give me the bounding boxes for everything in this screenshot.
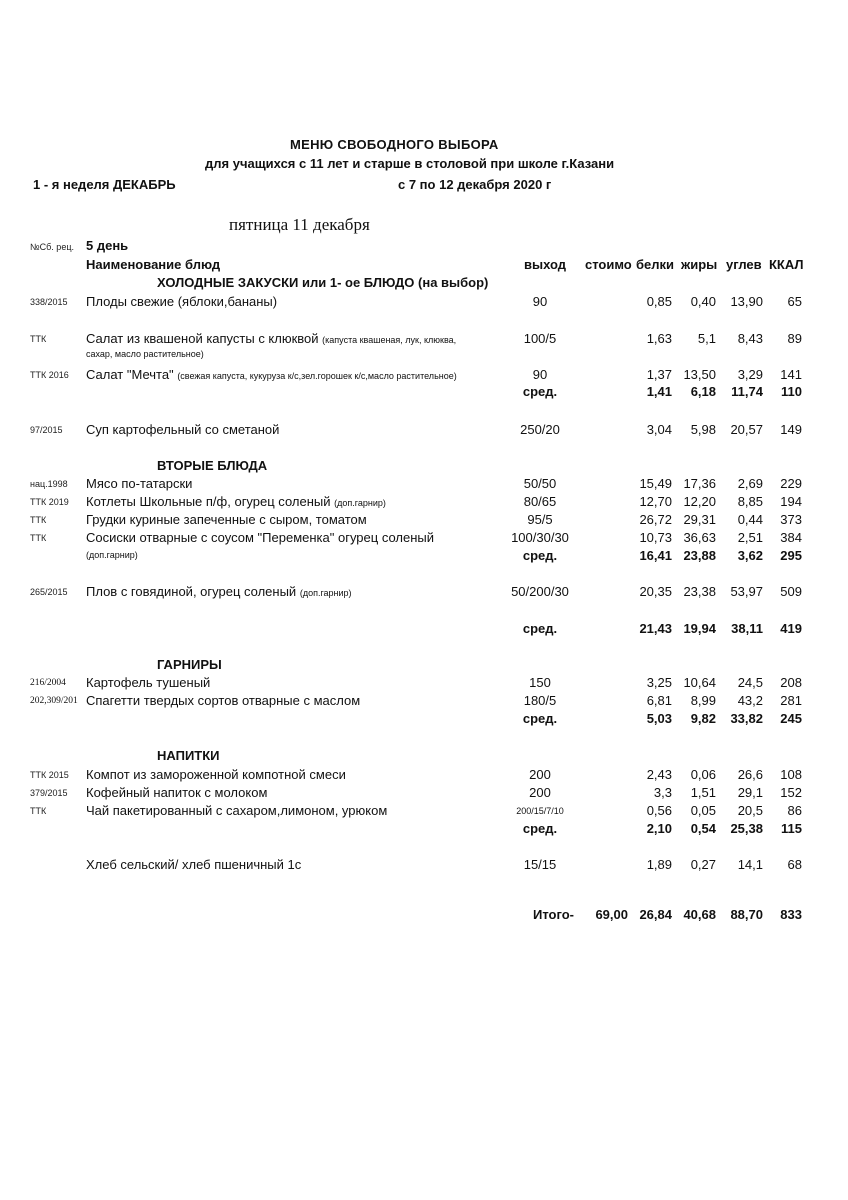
- dish-note: (свежая капуста, кукуруза к/с,зел.горошек к/с,масло растительное): [177, 371, 457, 381]
- dish-note: (доп.гарнир): [299, 588, 352, 598]
- carbs: 3,62: [737, 548, 763, 563]
- dish-name: Мясо по-татарски: [86, 476, 193, 491]
- protein: 1,63: [646, 331, 672, 346]
- table-row: [0, 803, 848, 821]
- table-row: [0, 494, 848, 512]
- fat: 0,54: [690, 821, 716, 836]
- carbs: 38,11: [731, 621, 763, 636]
- table-row: [0, 422, 848, 440]
- average-row: [0, 548, 848, 566]
- dish-name: Спагетти твердых сортов отварные с маслом: [86, 693, 361, 708]
- recipe-code: 338/2015: [30, 297, 68, 307]
- recipe-code: ТТК 2019: [30, 497, 69, 507]
- output: 90: [532, 367, 548, 382]
- fat: 5,1: [697, 331, 716, 346]
- kcal: 208: [780, 675, 802, 690]
- output: 100/5: [523, 331, 557, 346]
- col-protein: белки: [636, 257, 675, 272]
- dish-name: Котлеты Школьные п/ф, огурец соленый: [86, 494, 331, 509]
- carbs: 29,1: [737, 785, 763, 800]
- carbs: 33,82: [730, 711, 763, 726]
- table-row: [0, 512, 848, 530]
- protein: 0,56: [646, 803, 672, 818]
- col-fat: жиры: [681, 257, 718, 272]
- dish-name: Кофейный напиток с молоком: [86, 785, 268, 800]
- recipe-code: ТТК: [30, 334, 47, 344]
- carbs: 20,57: [730, 422, 763, 437]
- table-row: [0, 767, 848, 785]
- table-row: [0, 331, 848, 359]
- dish-name: Чай пакетированный с сахаром,лимоном, урюком: [86, 803, 388, 818]
- section-second: ВТОРЫЕ БЛЮДА: [157, 458, 268, 473]
- dish-name: Плоды свежие (яблоки,бананы): [86, 294, 278, 309]
- protein: 26,72: [639, 512, 672, 527]
- day-label: пятница 11 декабря: [229, 215, 370, 234]
- cost: 69,00: [595, 907, 628, 922]
- table-row: [0, 857, 848, 875]
- total-label: Итого-: [533, 907, 574, 922]
- average-row: [0, 711, 848, 729]
- section-cold: ХОЛОДНЫЕ ЗАКУСКИ или 1- ое БЛЮДО (на выбор): [157, 275, 489, 290]
- fat: 29,31: [683, 512, 716, 527]
- carbs: 11,74: [731, 384, 763, 399]
- fat: 12,20: [683, 494, 716, 509]
- kcal: 295: [780, 548, 802, 563]
- protein: 3,25: [646, 675, 672, 690]
- kcal: 68: [787, 857, 802, 872]
- fat: 23,88: [683, 548, 716, 563]
- column-headers: [0, 257, 848, 275]
- dish-name: Картофель тушеный: [86, 675, 211, 690]
- dish-name: Сосиски отварные с соусом "Переменка" огурец соленый: [86, 530, 435, 545]
- fat: 40,68: [683, 907, 716, 922]
- dish-name: Плов с говядиной, огурец соленый: [86, 584, 297, 599]
- protein: 26,84: [639, 907, 672, 922]
- carbs: 13,90: [730, 294, 763, 309]
- fat: 5,98: [690, 422, 716, 437]
- kcal: 245: [780, 711, 802, 726]
- average-row: [0, 621, 848, 639]
- carbs: 14,1: [737, 857, 763, 872]
- average-label: сред.: [522, 821, 558, 836]
- protein: 12,70: [639, 494, 672, 509]
- table-row: [0, 294, 848, 312]
- carbs: 20,5: [737, 803, 763, 818]
- dish-name: Грудки куриные запеченные с сыром, томатом: [86, 512, 367, 527]
- fat: 23,38: [683, 584, 716, 599]
- average-row: [0, 821, 848, 839]
- section-garnish: ГАРНИРЫ: [157, 657, 222, 672]
- recipe-code: ТТК 2016: [30, 370, 69, 380]
- kcal: 419: [780, 621, 802, 636]
- col-cost: стоимо: [585, 257, 632, 272]
- carbs: 24,5: [737, 675, 763, 690]
- dish-note: сахар, масло растительное): [86, 349, 204, 359]
- output: 180/5: [523, 693, 557, 708]
- col-kcal: ККАЛ: [769, 257, 804, 272]
- recipe-code: ТТК 2015: [30, 770, 69, 780]
- output: 15/15: [523, 857, 557, 872]
- table-row: [0, 584, 848, 602]
- protein: 0,85: [646, 294, 672, 309]
- dish-note: (доп.гарнир): [86, 550, 138, 560]
- menu-title: МЕНЮ СВОБОДНОГО ВЫБОРА: [290, 137, 499, 152]
- recipe-no-label: №Сб. рец.: [30, 242, 74, 252]
- output: 250/20: [520, 422, 560, 437]
- output: 50/200/30: [511, 584, 569, 599]
- output: 150: [529, 675, 551, 690]
- protein: 2,43: [646, 767, 672, 782]
- kcal: 281: [780, 693, 802, 708]
- recipe-code: ТТК: [30, 533, 47, 543]
- carbs: 25,38: [730, 821, 763, 836]
- kcal: 194: [780, 494, 802, 509]
- fat: 1,51: [690, 785, 716, 800]
- carbs: 2,69: [737, 476, 763, 491]
- table-row: [0, 367, 848, 385]
- protein: 16,41: [639, 548, 672, 563]
- total-row: [0, 907, 848, 925]
- protein: 6,81: [646, 693, 672, 708]
- output: 90: [532, 294, 548, 309]
- fat: 36,63: [683, 530, 716, 545]
- protein: 15,49: [639, 476, 672, 491]
- output: 100/30/30: [511, 530, 569, 545]
- kcal: 833: [780, 907, 802, 922]
- output: 200/15/7/10: [516, 806, 564, 816]
- kcal: 115: [781, 821, 802, 836]
- carbs: 8,43: [737, 331, 763, 346]
- carbs: 43,2: [737, 693, 763, 708]
- kcal: 373: [780, 512, 802, 527]
- fat: 8,99: [690, 693, 716, 708]
- kcal: 108: [780, 767, 802, 782]
- fat: 9,82: [690, 711, 716, 726]
- protein: 3,04: [646, 422, 672, 437]
- table-row: [0, 785, 848, 803]
- average-label: сред.: [522, 384, 558, 399]
- output: 200: [529, 785, 551, 800]
- carbs: 88,70: [730, 907, 763, 922]
- fat: 17,36: [683, 476, 716, 491]
- output: 95/5: [527, 512, 553, 527]
- dish-note: (капуста квашеная, лук, клюква,: [322, 335, 457, 345]
- output: 200: [529, 767, 551, 782]
- fat: 0,27: [690, 857, 716, 872]
- dish-name: Хлеб сельский/ хлеб пшеничный 1с: [86, 857, 302, 872]
- fat: 0,06: [690, 767, 716, 782]
- fat: 6,18: [690, 384, 716, 399]
- protein: 20,35: [639, 584, 672, 599]
- protein: 2,10: [646, 821, 672, 836]
- kcal: 384: [780, 530, 802, 545]
- fat: 0,40: [690, 294, 716, 309]
- average-label: сред.: [522, 621, 558, 636]
- recipe-code: 216/2004: [30, 678, 66, 688]
- day-number: 5 день: [86, 238, 129, 253]
- col-output: выход: [524, 257, 567, 272]
- section-drinks: НАПИТКИ: [157, 748, 220, 763]
- fat: 10,64: [683, 675, 716, 690]
- kcal: 141: [780, 367, 802, 382]
- output: 50/50: [523, 476, 557, 491]
- carbs: 8,85: [737, 494, 763, 509]
- recipe-code: ТТК: [30, 515, 47, 525]
- col-carbs: углев: [726, 257, 762, 272]
- average-label: сред.: [522, 711, 558, 726]
- kcal: 65: [787, 294, 802, 309]
- protein: 3,3: [653, 785, 672, 800]
- table-row: [0, 675, 848, 693]
- table-row: [0, 476, 848, 494]
- table-row: [0, 693, 848, 711]
- menu-subtitle: для учащихся с 11 лет и старше в столовой при школе г.Казани: [205, 156, 615, 171]
- recipe-code: 97/2015: [30, 425, 63, 435]
- protein: 10,73: [639, 530, 672, 545]
- fat: 19,94: [683, 621, 716, 636]
- dish-note: (доп.гарнир): [334, 498, 386, 508]
- recipe-code: 379/2015: [30, 788, 68, 798]
- recipe-code: 202,309/201: [30, 696, 78, 706]
- dish-name: Салат "Мечта": [86, 367, 174, 382]
- kcal: 152: [780, 785, 802, 800]
- average-label: сред.: [522, 548, 558, 563]
- dish-name: Компот из замороженной компотной смеси: [86, 767, 346, 782]
- fat: 13,50: [683, 367, 716, 382]
- period-label: с 7 по 12 декабря 2020 г: [398, 177, 552, 192]
- kcal: 149: [780, 422, 802, 437]
- kcal: 86: [787, 803, 802, 818]
- recipe-code: нац.1998: [30, 479, 68, 489]
- col-name: Наименование блюд: [86, 257, 221, 272]
- average-row: [0, 384, 848, 402]
- protein: 1,89: [646, 857, 672, 872]
- kcal: 229: [780, 476, 802, 491]
- dish-name: Суп картофельный со сметаной: [86, 422, 280, 437]
- carbs: 53,97: [730, 584, 763, 599]
- protein: 21,43: [639, 621, 672, 636]
- kcal: 89: [787, 331, 802, 346]
- recipe-code: ТТК: [30, 806, 47, 816]
- protein: 1,37: [646, 367, 672, 382]
- carbs: 2,51: [737, 530, 763, 545]
- carbs: 3,29: [737, 367, 763, 382]
- kcal: 509: [780, 584, 802, 599]
- dish-name: Салат из квашеной капусты с клюквой: [86, 331, 319, 346]
- carbs: 26,6: [737, 767, 763, 782]
- recipe-code: 265/2015: [30, 587, 68, 597]
- fat: 0,05: [690, 803, 716, 818]
- protein: 1,41: [646, 384, 672, 399]
- protein: 5,03: [646, 711, 672, 726]
- kcal: 110: [781, 384, 802, 399]
- week-label: 1 - я неделя ДЕКАБРЬ: [33, 177, 176, 192]
- carbs: 0,44: [737, 512, 763, 527]
- output: 80/65: [523, 494, 557, 509]
